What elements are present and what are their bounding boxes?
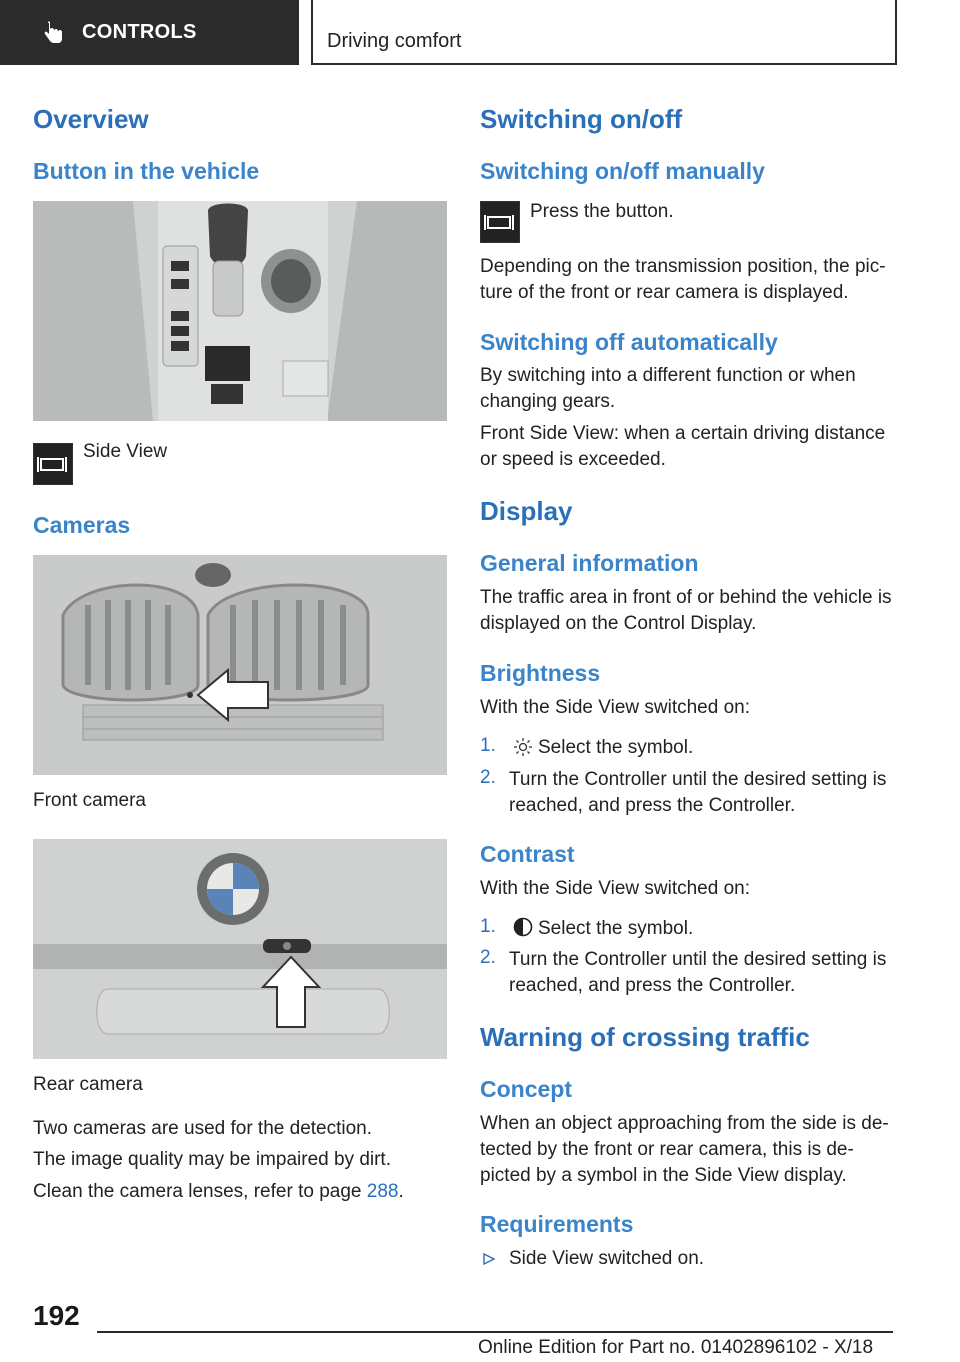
image-quality-paragraph: The image quality may be impaired by dirt. — [33, 1149, 391, 1170]
brightness-step-1-number: 1. — [480, 735, 496, 756]
rear-camera-image — [33, 839, 447, 1059]
heading-general-information: General information — [480, 550, 699, 576]
center-console-image — [33, 201, 447, 421]
heading-warning-crossing-traffic: Warning of crossing traffic — [480, 1022, 810, 1052]
contrast-intro: With the Side View switched on: — [480, 878, 751, 899]
clean-lenses-text: Clean the camera lenses, refer to page — [33, 1181, 367, 1202]
heading-concept: Concept — [480, 1076, 572, 1102]
brightness-intro: With the Side View switched on: — [480, 697, 751, 718]
side-view-label: Side View — [83, 441, 168, 462]
contrast-icon — [513, 917, 533, 937]
front-camera-image — [33, 555, 447, 775]
detection-paragraph: Two cameras are used for the detection. — [33, 1118, 373, 1139]
hand-pointer-icon — [40, 20, 66, 46]
front-camera-caption: Front camera — [33, 790, 146, 811]
general-paragraph: The traffic area in front of or behind the vehicle is displayed on the Control Display. — [480, 587, 892, 634]
heading-overview: Overview — [33, 104, 149, 134]
heading-switching-on-off: Switching on/off — [480, 104, 683, 134]
brightness-step-1-text: Select the symbol. — [538, 737, 694, 758]
footer-divider — [97, 1331, 893, 1333]
page-number: 192 — [33, 1300, 80, 1331]
page-288-link[interactable]: 288 — [366, 1181, 399, 1202]
heading-contrast: Contrast — [480, 841, 575, 867]
concept-paragraph: When an object approaching from the side is de-tected by the front or rear camera, this is de-picted by a symbol in the Side View display. — [480, 1113, 889, 1186]
triangle-bullet-icon — [482, 1252, 496, 1266]
heading-requirements: Requirements — [480, 1211, 634, 1237]
heading-cameras: Cameras — [33, 512, 131, 538]
contrast-step-2-text: Turn the Controller until the desired setting is reached, and press the Controller. — [509, 949, 887, 996]
heading-display: Display — [480, 496, 573, 526]
heading-button-in-vehicle: Button in the vehicle — [33, 158, 260, 184]
heading-switching-manually: Switching on/off manually — [480, 158, 765, 184]
header-chapter-box — [311, 0, 897, 65]
footer-edition-text: Online Edition for Part no. 01402896102 - X/18 — [478, 1337, 874, 1358]
header-chapter-label: Driving comfort — [327, 30, 462, 52]
rear-camera-caption: Rear camera — [33, 1074, 143, 1095]
heading-switching-off-automatically: Switching off automatically — [480, 329, 778, 355]
auto-paragraph-2: Front Side View: when a certain driving distance or speed is exceeded. — [480, 423, 886, 470]
clean-lenses-period: . — [398, 1181, 404, 1202]
contrast-step-2-number: 2. — [480, 947, 496, 968]
depending-paragraph: Depending on the transmission position, the pic-ture of the front or rear camera is displayed. — [480, 256, 886, 303]
sun-icon — [513, 737, 533, 757]
contrast-step-1-number: 1. — [480, 916, 496, 937]
clean-lenses-paragraph — [33, 1179, 404, 1205]
side-view-button-icon-2 — [480, 201, 520, 243]
brightness-step-2-number: 2. — [480, 767, 496, 788]
auto-paragraph-1: By switching into a different function or when changing gears. — [480, 365, 856, 412]
side-view-button-icon — [33, 443, 73, 485]
brightness-step-2-text: Turn the Controller until the desired setting is reached, and press the Controller. — [509, 769, 887, 816]
press-button-text: Press the button. — [530, 201, 674, 222]
heading-brightness: Brightness — [480, 660, 601, 686]
header-section-label: CONTROLS — [82, 21, 197, 43]
header-section-tab — [0, 0, 299, 65]
contrast-step-1-text: Select the symbol. — [538, 918, 694, 939]
requirement-1: Side View switched on. — [509, 1248, 705, 1269]
